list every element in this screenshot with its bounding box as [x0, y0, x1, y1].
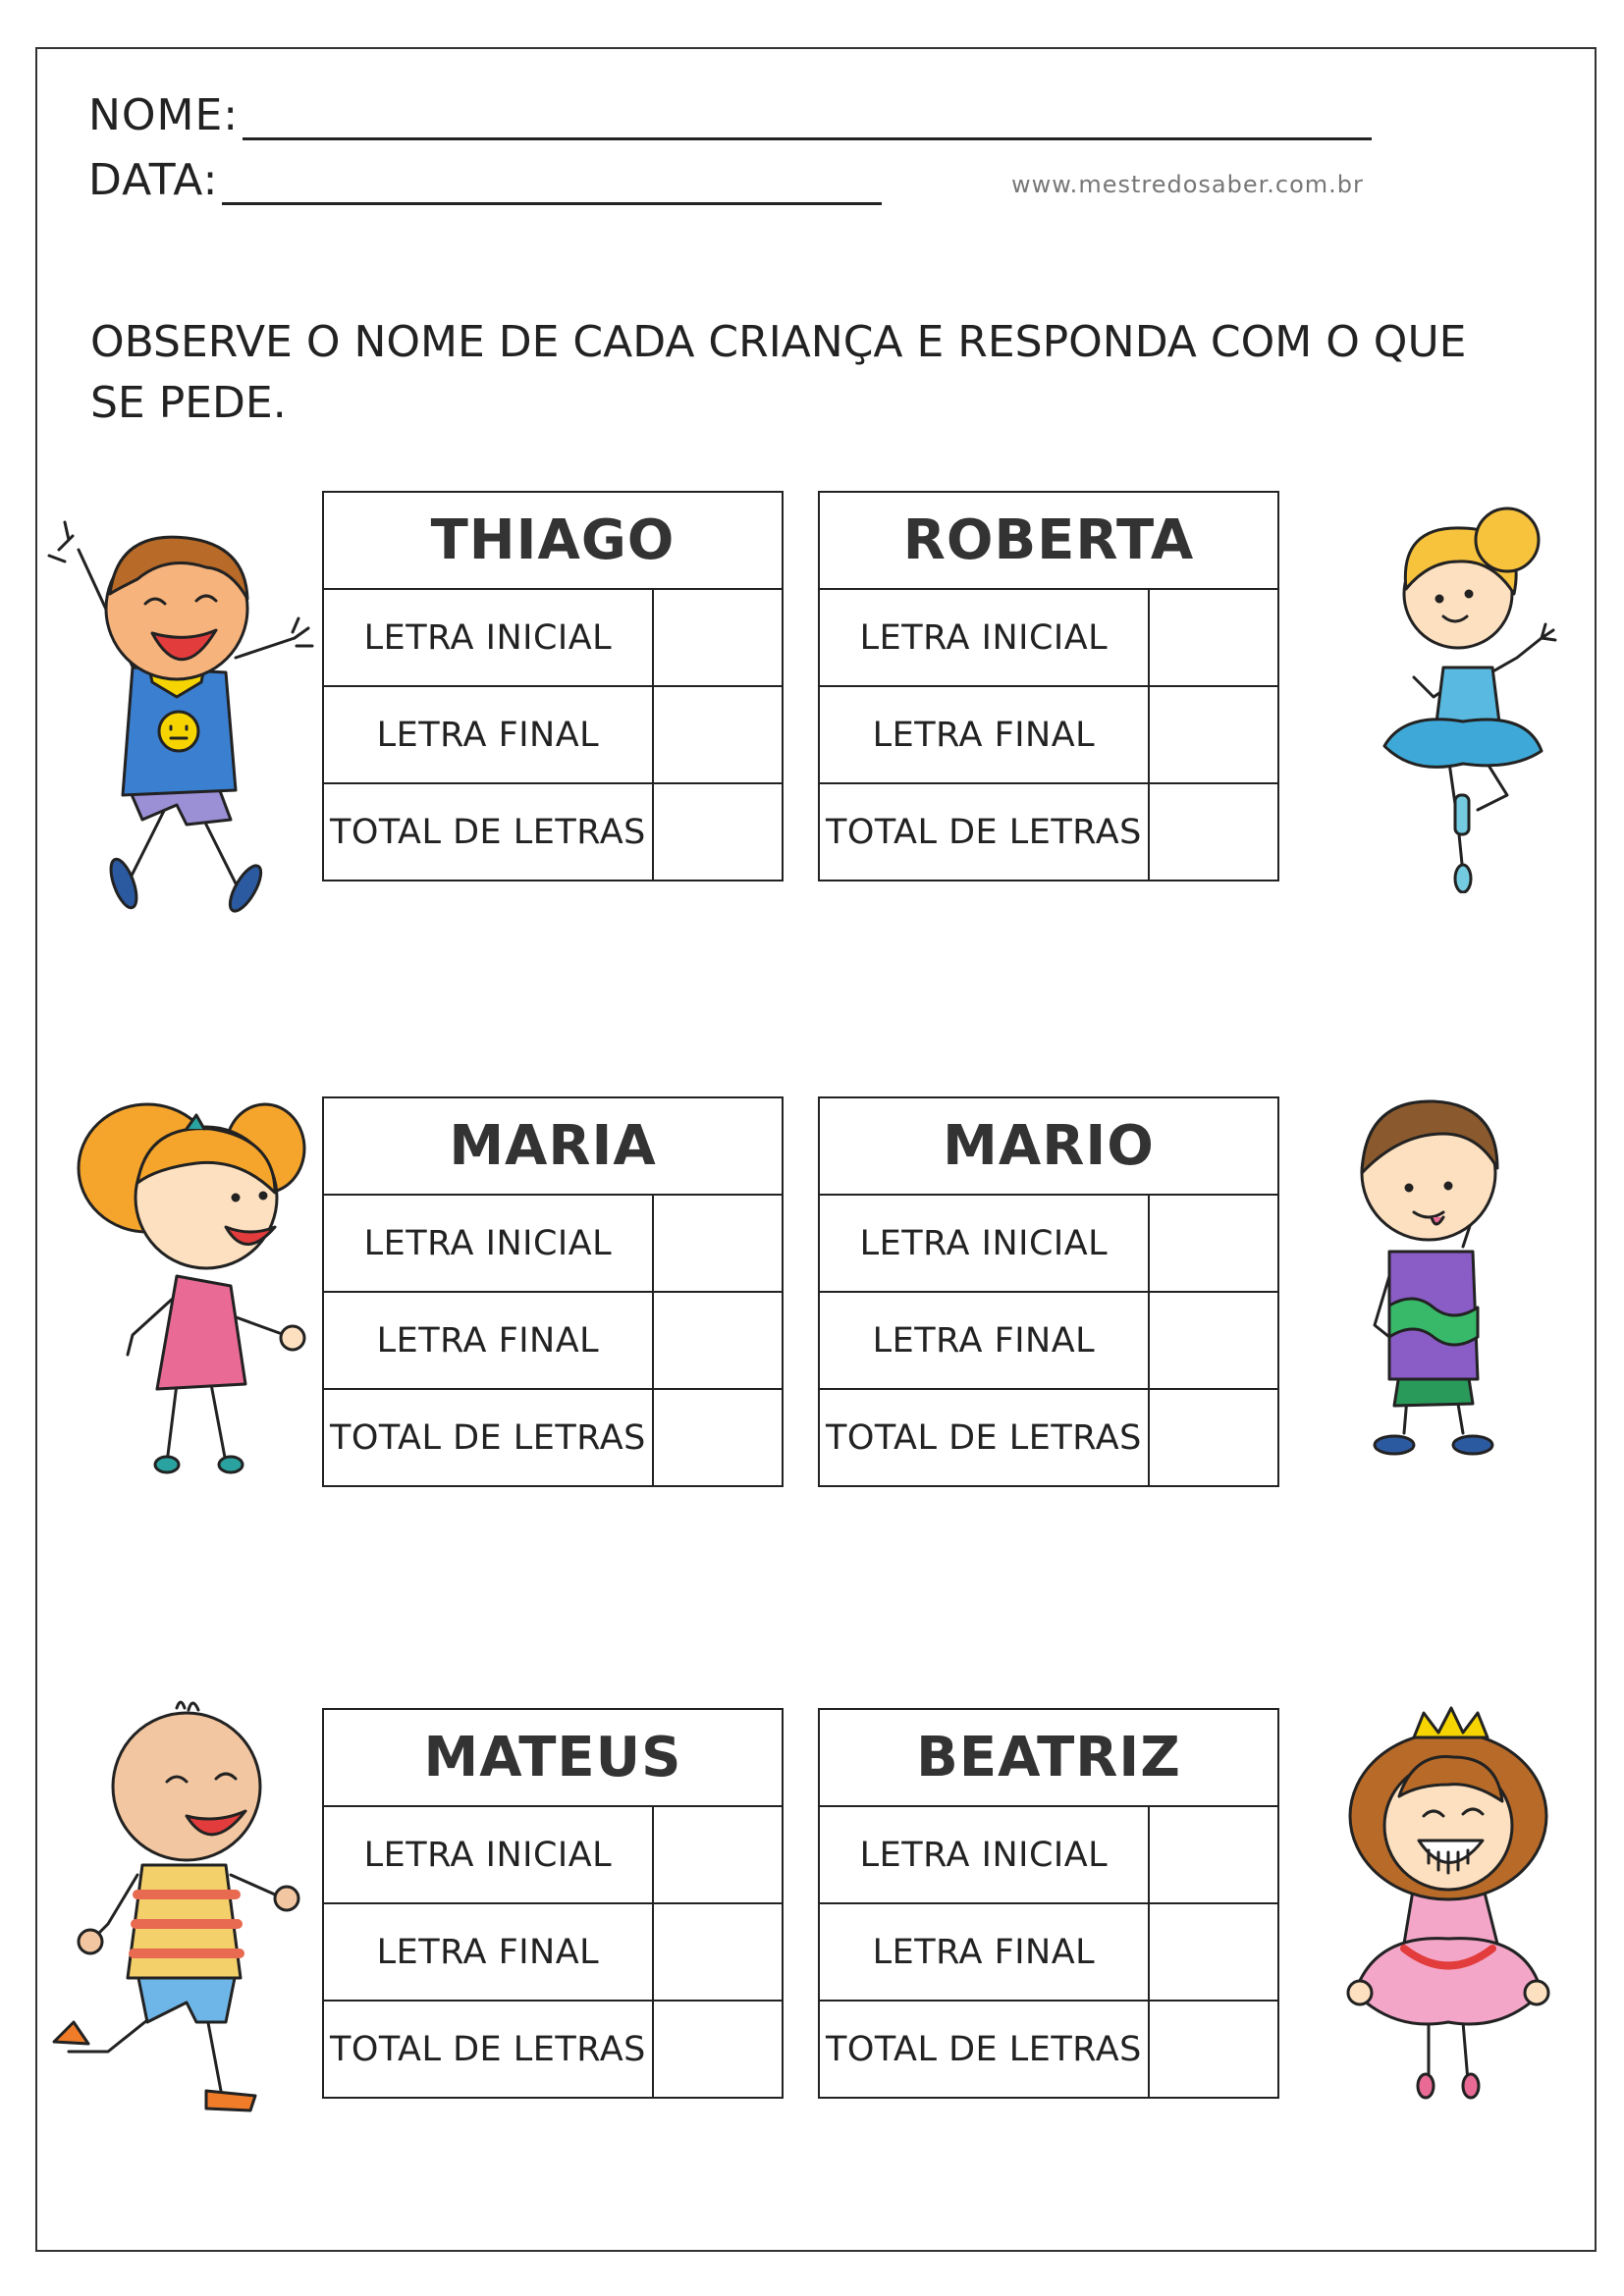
total-letters-label: TOTAL DE LETRAS — [819, 783, 1149, 881]
total-letters-answer[interactable] — [653, 783, 783, 881]
child-name: MARIA — [323, 1097, 783, 1195]
child-name: MATEUS — [323, 1709, 783, 1806]
total-letters-label: TOTAL DE LETRAS — [323, 783, 653, 881]
child-name: BEATRIZ — [819, 1709, 1278, 1806]
name-field[interactable] — [88, 90, 1372, 140]
final-letter-label: LETRA FINAL — [323, 1292, 653, 1389]
total-letters-answer[interactable] — [1149, 2001, 1278, 2098]
initial-letter-label: LETRA INICIAL — [323, 1195, 653, 1292]
name-card — [322, 1096, 784, 1487]
initial-letter-answer[interactable] — [1149, 589, 1278, 686]
total-letters-answer[interactable] — [653, 2001, 783, 2098]
final-letter-answer[interactable] — [1149, 1292, 1278, 1389]
initial-letter-answer[interactable] — [653, 1195, 783, 1292]
boy-thinking-illustration — [1316, 1080, 1542, 1472]
initial-letter-answer[interactable] — [1149, 1806, 1278, 1903]
total-letters-label: TOTAL DE LETRAS — [323, 2001, 653, 2098]
final-letter-answer[interactable] — [653, 686, 783, 783]
name-card — [818, 491, 1279, 881]
girl-princess-illustration — [1335, 1698, 1571, 2110]
child-name: MARIO — [819, 1097, 1278, 1195]
total-letters-label: TOTAL DE LETRAS — [323, 1389, 653, 1486]
name-label: NOME: — [88, 90, 240, 140]
date-field[interactable] — [88, 155, 882, 205]
name-line[interactable] — [243, 137, 1372, 140]
initial-letter-answer[interactable] — [653, 589, 783, 686]
date-line[interactable] — [222, 202, 882, 205]
name-card — [818, 1708, 1279, 2099]
boy-jumping-illustration — [39, 510, 324, 923]
total-letters-label: TOTAL DE LETRAS — [819, 1389, 1149, 1486]
initial-letter-label: LETRA INICIAL — [819, 1195, 1149, 1292]
final-letter-answer[interactable] — [653, 1292, 783, 1389]
total-letters-answer[interactable] — [653, 1389, 783, 1486]
name-card — [322, 491, 784, 881]
final-letter-label: LETRA FINAL — [819, 686, 1149, 783]
boy-running-illustration — [49, 1698, 324, 2130]
date-label: DATA: — [88, 155, 219, 205]
initial-letter-label: LETRA INICIAL — [323, 1806, 653, 1903]
child-name: THIAGO — [323, 492, 783, 589]
child-name: ROBERTA — [819, 492, 1278, 589]
final-letter-label: LETRA FINAL — [323, 686, 653, 783]
girl-curly-hair-illustration — [39, 1090, 324, 1482]
final-letter-label: LETRA FINAL — [323, 1903, 653, 2001]
initial-letter-label: LETRA INICIAL — [819, 1806, 1149, 1903]
initial-letter-label: LETRA INICIAL — [819, 589, 1149, 686]
final-letter-answer[interactable] — [653, 1903, 783, 2001]
initial-letter-answer[interactable] — [1149, 1195, 1278, 1292]
initial-letter-label: LETRA INICIAL — [323, 589, 653, 686]
name-card — [818, 1096, 1279, 1487]
total-letters-answer[interactable] — [1149, 1389, 1278, 1486]
name-card — [322, 1708, 784, 2099]
total-letters-label: TOTAL DE LETRAS — [819, 2001, 1149, 2098]
initial-letter-answer[interactable] — [653, 1806, 783, 1903]
final-letter-answer[interactable] — [1149, 1903, 1278, 2001]
total-letters-answer[interactable] — [1149, 783, 1278, 881]
instruction-text: OBSERVE O NOME DE CADA CRIANÇA E RESPONDA COM O QUE SE PEDE. — [90, 317, 1467, 428]
final-letter-label: LETRA FINAL — [819, 1903, 1149, 2001]
website-url: www.mestredosaber.com.br — [1011, 171, 1364, 198]
final-letter-answer[interactable] — [1149, 686, 1278, 783]
final-letter-label: LETRA FINAL — [819, 1292, 1149, 1389]
girl-ballerina-illustration — [1345, 501, 1571, 893]
